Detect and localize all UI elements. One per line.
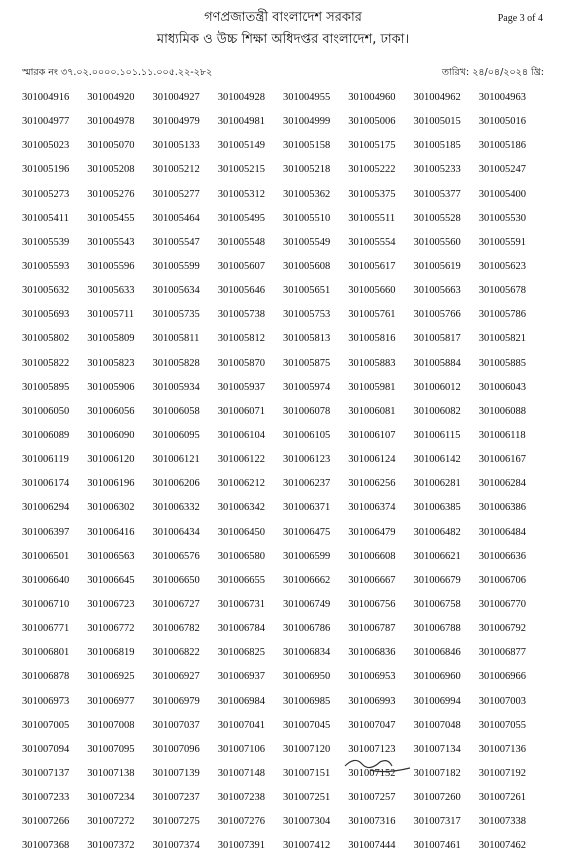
roll-number-cell: 301005215 (217, 164, 265, 176)
roll-number-cell: 301007139 (152, 767, 200, 779)
roll-number-cell: 301006979 (152, 695, 200, 707)
roll-number-cell: 301006771 (22, 623, 70, 635)
roll-number-cell: 301006645 (87, 574, 135, 586)
roll-number-cell: 301005495 (217, 212, 265, 224)
roll-number-cell: 301005247 (478, 164, 526, 176)
roll-number-cell: 301005906 (87, 381, 135, 393)
roll-number-cell: 301005802 (22, 333, 70, 345)
roll-number-cell: 301006090 (87, 429, 135, 441)
roll-number-cell: 301006749 (283, 598, 331, 610)
roll-number-cell: 301005753 (283, 309, 331, 321)
roll-number-cell: 301006212 (217, 478, 265, 490)
roll-number-cell: 301005208 (87, 164, 135, 176)
roll-number-cell: 301007412 (283, 840, 331, 852)
roll-number-cell: 301005218 (283, 164, 331, 176)
roll-number-cell: 301007055 (478, 719, 526, 731)
roll-number-cell: 301006256 (348, 478, 396, 490)
roll-number-cell: 301006089 (22, 429, 70, 441)
roll-number-cell: 301007138 (87, 767, 135, 779)
roll-number-cell: 301006772 (87, 623, 135, 635)
roll-number-cell: 301006706 (478, 574, 526, 586)
roll-number-cell: 301005608 (283, 260, 331, 272)
roll-number-cell: 301005885 (478, 357, 526, 369)
roll-number-cell: 301005549 (283, 236, 331, 248)
roll-number-cell: 301006416 (87, 526, 135, 538)
roll-number-cell: 301006237 (283, 478, 331, 490)
roll-number-cell: 301005596 (87, 260, 135, 272)
roll-number-cell: 301006966 (478, 671, 526, 683)
roll-number-cell: 301005646 (217, 285, 265, 297)
roll-number-cell: 301007148 (217, 767, 265, 779)
roll-number-cell: 301006636 (478, 550, 526, 562)
roll-number-cell: 301006332 (152, 502, 200, 514)
roll-number-cell: 301005786 (478, 309, 526, 321)
roll-number-cell: 301005560 (413, 236, 461, 248)
roll-number-cell: 301004927 (152, 92, 200, 103)
roll-number-cell: 301005981 (348, 381, 396, 393)
roll-number-cell: 301005510 (283, 212, 331, 224)
roll-number-cell: 301006294 (22, 502, 70, 514)
roll-number-cell: 301006925 (87, 671, 135, 683)
roll-number-cell: 301007238 (217, 792, 265, 804)
roll-number-cell: 301007134 (413, 743, 461, 755)
roll-number-cell: 301006501 (22, 550, 70, 562)
roll-number-cell: 301006142 (413, 454, 461, 466)
roll-number-cell: 301005813 (283, 333, 331, 345)
roll-number-cell: 301007304 (283, 816, 331, 828)
roll-number-cell: 301007260 (413, 792, 461, 804)
roll-number-cell: 301006650 (152, 574, 200, 586)
roll-number-cell: 301006846 (413, 647, 461, 659)
roll-number-cell: 301005816 (348, 333, 396, 345)
roll-number-cell: 301005276 (87, 188, 135, 200)
roll-number-cell: 301006825 (217, 647, 265, 659)
roll-number-cell: 301005464 (152, 212, 200, 224)
roll-number-cell: 301006679 (413, 574, 461, 586)
roll-number-cell: 301006640 (22, 574, 70, 586)
roll-number-cell: 301006206 (152, 478, 200, 490)
roll-number-cell: 301006043 (478, 381, 526, 393)
roll-number-cell: 301005591 (478, 236, 526, 248)
header-government-title: গণপ্রজাতন্ত্রী বাংলাদেশ সরকার (204, 10, 362, 25)
roll-number-cell: 301004928 (217, 92, 265, 103)
roll-number-cell: 301005607 (217, 260, 265, 272)
roll-number-cell: 301007462 (478, 840, 526, 852)
roll-number-cell: 301007003 (478, 695, 526, 707)
roll-number-cell: 301004999 (283, 116, 331, 128)
roll-number-cell: 301005273 (22, 188, 70, 200)
roll-number-cell: 301005884 (413, 357, 461, 369)
roll-number-cell: 301006385 (413, 502, 461, 514)
roll-number-cell: 301006787 (348, 623, 396, 635)
roll-number-cell: 301006994 (413, 695, 461, 707)
roll-number-cell: 301006927 (152, 671, 200, 683)
roll-number-cell: 301005222 (348, 164, 396, 176)
roll-number-cell: 301005660 (348, 285, 396, 297)
roll-number-cell: 301004963 (478, 92, 526, 103)
roll-number-cell: 301006788 (413, 623, 461, 635)
roll-number-cell: 301007266 (22, 816, 70, 828)
roll-number-cell: 301006281 (413, 478, 461, 490)
roll-number-cell: 301004981 (217, 116, 265, 128)
roll-number-cell: 301007048 (413, 719, 461, 731)
roll-number-cell: 301006174 (22, 478, 70, 490)
roll-number-cell: 301006819 (87, 647, 135, 659)
roll-number-cell: 301006937 (217, 671, 265, 683)
roll-number-cell: 301006118 (478, 429, 526, 441)
roll-number-cell: 301005883 (348, 357, 396, 369)
roll-number-cell: 301006479 (348, 526, 396, 538)
roll-number-cell: 301005711 (87, 309, 135, 321)
roll-number-cell: 301005006 (348, 116, 396, 128)
roll-number-cell: 301005937 (217, 381, 265, 393)
roll-number-cell: 301006475 (283, 526, 331, 538)
roll-number-cell: 301006786 (283, 623, 331, 635)
roll-number-cell: 301006196 (87, 478, 135, 490)
roll-number-cell: 301005593 (22, 260, 70, 272)
roll-number-cell: 301006655 (217, 574, 265, 586)
roll-number-cell: 301005212 (152, 164, 200, 176)
roll-number-cell: 301005828 (152, 357, 200, 369)
roll-number-cell: 301005761 (348, 309, 396, 321)
roll-number-cell: 301006782 (152, 623, 200, 635)
roll-number-cell: 301007037 (152, 719, 200, 731)
roll-number-cell: 301006120 (87, 454, 135, 466)
roll-number-cell: 301006104 (217, 429, 265, 441)
roll-number-cell: 301005617 (348, 260, 396, 272)
roll-number-cell: 301005277 (152, 188, 200, 200)
roll-number-cell: 301005312 (217, 188, 265, 200)
roll-number-cell: 301006167 (478, 454, 526, 466)
roll-number-cell: 301007137 (22, 767, 70, 779)
roll-number-cell: 301005663 (413, 285, 461, 297)
roll-number-cell: 301007276 (217, 816, 265, 828)
roll-number-cell: 301007257 (348, 792, 396, 804)
roll-number-cell: 301005539 (22, 236, 70, 248)
roll-number-cell: 301007047 (348, 719, 396, 731)
roll-number-cell: 301006371 (283, 502, 331, 514)
roll-number-cell: 301007261 (478, 792, 526, 804)
roll-number-cell: 301005377 (413, 188, 461, 200)
roll-number-cell: 301007152 (348, 767, 396, 779)
roll-number-cell: 301007237 (152, 792, 200, 804)
roll-number-cell: 301005822 (22, 357, 70, 369)
roll-number-cell: 301004962 (413, 92, 461, 103)
roll-number-cell: 301007316 (348, 816, 396, 828)
roll-number-cell: 301005934 (152, 381, 200, 393)
roll-number-cell: 301006081 (348, 405, 396, 417)
roll-number-cell: 301005895 (22, 381, 70, 393)
roll-number-cell: 301006105 (283, 429, 331, 441)
roll-number-cell: 301007123 (348, 743, 396, 755)
roll-number-cell: 301005634 (152, 285, 200, 297)
roll-number-cell: 301005809 (87, 333, 135, 345)
roll-number-cell: 301006056 (87, 405, 135, 417)
roll-number-cell: 301006770 (478, 598, 526, 610)
roll-number-cell: 301007096 (152, 743, 200, 755)
roll-number-cell: 301006115 (413, 429, 461, 441)
roll-number-cell: 301007233 (22, 792, 70, 804)
roll-number-cell: 301005651 (283, 285, 331, 297)
roll-number-cell: 301006960 (413, 671, 461, 683)
roll-number-cell: 301005875 (283, 357, 331, 369)
roll-number-cell: 301005543 (87, 236, 135, 248)
roll-number-cell: 301005817 (413, 333, 461, 345)
roll-number-cell: 301005678 (478, 285, 526, 297)
roll-number-cell: 301004960 (348, 92, 396, 103)
roll-number-cell: 301006877 (478, 647, 526, 659)
roll-number-cell: 301005400 (478, 188, 526, 200)
roll-number-cell: 301007391 (217, 840, 265, 852)
roll-number-cell: 301005133 (152, 140, 200, 152)
roll-number-cell: 301007272 (87, 816, 135, 828)
roll-number-cell: 301006667 (348, 574, 396, 586)
roll-number-cell: 301005693 (22, 309, 70, 321)
roll-number-cell: 301005548 (217, 236, 265, 248)
roll-number-cell: 301007041 (217, 719, 265, 731)
roll-number-cell: 301006756 (348, 598, 396, 610)
roll-number-cell: 301006484 (478, 526, 526, 538)
roll-number-cell: 301006608 (348, 550, 396, 562)
memo-number: স্মারক নং ৩৭.০২.০০০০.১০১.১১.০০৫.২২-২৮২ (22, 67, 213, 78)
roll-number-cell: 301005738 (217, 309, 265, 321)
roll-number-cell: 301007151 (283, 767, 331, 779)
roll-number-cell: 301005735 (152, 309, 200, 321)
roll-number-cell: 301007008 (87, 719, 135, 731)
roll-number-cell: 301005633 (87, 285, 135, 297)
roll-number-cell: 301006599 (283, 550, 331, 562)
roll-number-cell: 301007338 (478, 816, 526, 828)
roll-number-cell: 301006284 (478, 478, 526, 490)
roll-number-cell: 301006836 (348, 647, 396, 659)
roll-number-cell: 301005599 (152, 260, 200, 272)
roll-number-cell: 301007275 (152, 816, 200, 828)
roll-number-cell: 301007182 (413, 767, 461, 779)
roll-number-cell: 301005158 (283, 140, 331, 152)
roll-number-cell: 301005196 (22, 164, 70, 176)
roll-number-cell: 301005623 (478, 260, 526, 272)
roll-number-cell: 301005375 (348, 188, 396, 200)
roll-number-cell: 301005619 (413, 260, 461, 272)
roll-number-cell: 301006088 (478, 405, 526, 417)
roll-number-cell: 301006082 (413, 405, 461, 417)
roll-number-cell: 301005870 (217, 357, 265, 369)
roll-number-cell: 301006342 (217, 502, 265, 514)
header-directorate-title: মাধ্যমিক ও উচ্চ শিক্ষা অধিদপ্তর বাংলাদেশ, ঢাকা। (156, 32, 410, 47)
roll-number-cell: 301006107 (348, 429, 396, 441)
roll-number-cell: 301005186 (478, 140, 526, 152)
roll-number-cell: 301007234 (87, 792, 135, 804)
roll-number-cell: 301007251 (283, 792, 331, 804)
roll-number-cell: 301005455 (87, 212, 135, 224)
roll-number-cell: 301007095 (87, 743, 135, 755)
roll-number-cell: 301005530 (478, 212, 526, 224)
roll-number-cell: 301004979 (152, 116, 200, 128)
roll-number-cell: 301005812 (217, 333, 265, 345)
roll-number-cell: 301006801 (22, 647, 70, 659)
roll-number-cell: 301006397 (22, 526, 70, 538)
roll-number-cell: 301005023 (22, 140, 70, 152)
roll-number-cell: 301007136 (478, 743, 526, 755)
document-date: তারিখ: ২৪/০৪/২০২৪ খ্রি: (441, 67, 544, 78)
roll-number-cell: 301007192 (478, 767, 526, 779)
roll-number-cell: 301006058 (152, 405, 200, 417)
roll-number-cell: 301005015 (413, 116, 461, 128)
roll-number-cell: 301004978 (87, 116, 135, 128)
roll-number-cell: 301007005 (22, 719, 70, 731)
roll-number-cell: 301007317 (413, 816, 461, 828)
roll-number-cell: 301005554 (348, 236, 396, 248)
roll-number-cell: 301006878 (22, 671, 70, 683)
roll-number-cell: 301007045 (283, 719, 331, 731)
roll-number-cell: 301006662 (283, 574, 331, 586)
roll-number-cell: 301007372 (87, 840, 135, 852)
roll-number-cell: 301006386 (478, 502, 526, 514)
roll-number-cell: 301006973 (22, 695, 70, 707)
roll-number-cell: 301006580 (217, 550, 265, 562)
roll-number-cell: 301006731 (217, 598, 265, 610)
roll-number-cell: 301005528 (413, 212, 461, 224)
roll-number-cell: 301006710 (22, 598, 70, 610)
roll-number-cell: 301007444 (348, 840, 396, 852)
roll-number-cell: 301006123 (283, 454, 331, 466)
page-number: Page 3 of 4 (497, 13, 543, 24)
roll-number-cell: 301006122 (217, 454, 265, 466)
roll-number-cell: 301006563 (87, 550, 135, 562)
roll-number-cell: 301005511 (348, 212, 396, 224)
roll-number-cell: 301005766 (413, 309, 461, 321)
roll-number-cell: 301006727 (152, 598, 200, 610)
roll-number-cell: 301006822 (152, 647, 200, 659)
roll-number-cell: 301006977 (87, 695, 135, 707)
roll-number-cell: 301006124 (348, 454, 396, 466)
roll-number-cell: 301005411 (22, 212, 69, 224)
roll-number-cell: 301006450 (217, 526, 265, 538)
roll-number-cell: 301006723 (87, 598, 135, 610)
roll-number-cell: 301005821 (478, 333, 526, 345)
roll-number-cell: 301006834 (283, 647, 331, 659)
roll-number-cell: 301005811 (152, 333, 200, 345)
roll-number-cell: 301006621 (413, 550, 461, 562)
roll-number-cell: 301005823 (87, 357, 135, 369)
roll-number-cell: 301006758 (413, 598, 461, 610)
roll-number-cell: 301006119 (22, 454, 69, 466)
roll-number-cell: 301006576 (152, 550, 200, 562)
roll-number-cell: 301006012 (413, 381, 461, 393)
roll-number-cell: 301006482 (413, 526, 461, 538)
roll-number-cell: 301005070 (87, 140, 135, 152)
roll-number-cell: 301005547 (152, 236, 200, 248)
roll-number-cell: 301007120 (283, 743, 331, 755)
roll-number-cell: 301006985 (283, 695, 331, 707)
roll-number-cell: 301004955 (283, 92, 331, 103)
roll-number-cell: 301007106 (217, 743, 265, 755)
roll-number-cell: 301007374 (152, 840, 200, 852)
roll-number-cell: 301006993 (348, 695, 396, 707)
roll-number-cell: 301005632 (22, 285, 70, 297)
roll-number-cell: 301004920 (87, 92, 135, 103)
roll-number-cell: 301005016 (478, 116, 526, 128)
roll-number-cell: 301006121 (152, 454, 200, 466)
roll-number-cell: 301007461 (413, 840, 461, 852)
roll-number-cell: 301006071 (217, 405, 265, 417)
roll-number-cell: 301005974 (283, 381, 331, 393)
roll-number-cell: 301004916 (22, 92, 70, 103)
roll-number-cell: 301006792 (478, 623, 526, 635)
roll-number-cell: 301006050 (22, 405, 70, 417)
roll-number-cell: 301006374 (348, 502, 396, 514)
roll-number-cell: 301006984 (217, 695, 265, 707)
roll-number-cell: 301005175 (348, 140, 396, 152)
signature-mark (340, 748, 420, 778)
roll-number-cell: 301006950 (283, 671, 331, 683)
roll-number-cell: 301005149 (217, 140, 265, 152)
roll-number-cell: 301004977 (22, 116, 70, 128)
roll-number-cell: 301006302 (87, 502, 135, 514)
roll-number-cell: 301006784 (217, 623, 265, 635)
roll-number-cell: 301005233 (413, 164, 461, 176)
roll-number-cell: 301006078 (283, 405, 331, 417)
roll-number-table (22, 92, 544, 865)
roll-number-cell: 301005362 (283, 188, 331, 200)
roll-number-cell: 301006095 (152, 429, 200, 441)
roll-number-cell: 301007368 (22, 840, 70, 852)
roll-number-cell: 301006434 (152, 526, 200, 538)
roll-number-cell: 301007094 (22, 743, 70, 755)
roll-number-cell: 301006953 (348, 671, 396, 683)
roll-number-cell: 301005185 (413, 140, 461, 152)
